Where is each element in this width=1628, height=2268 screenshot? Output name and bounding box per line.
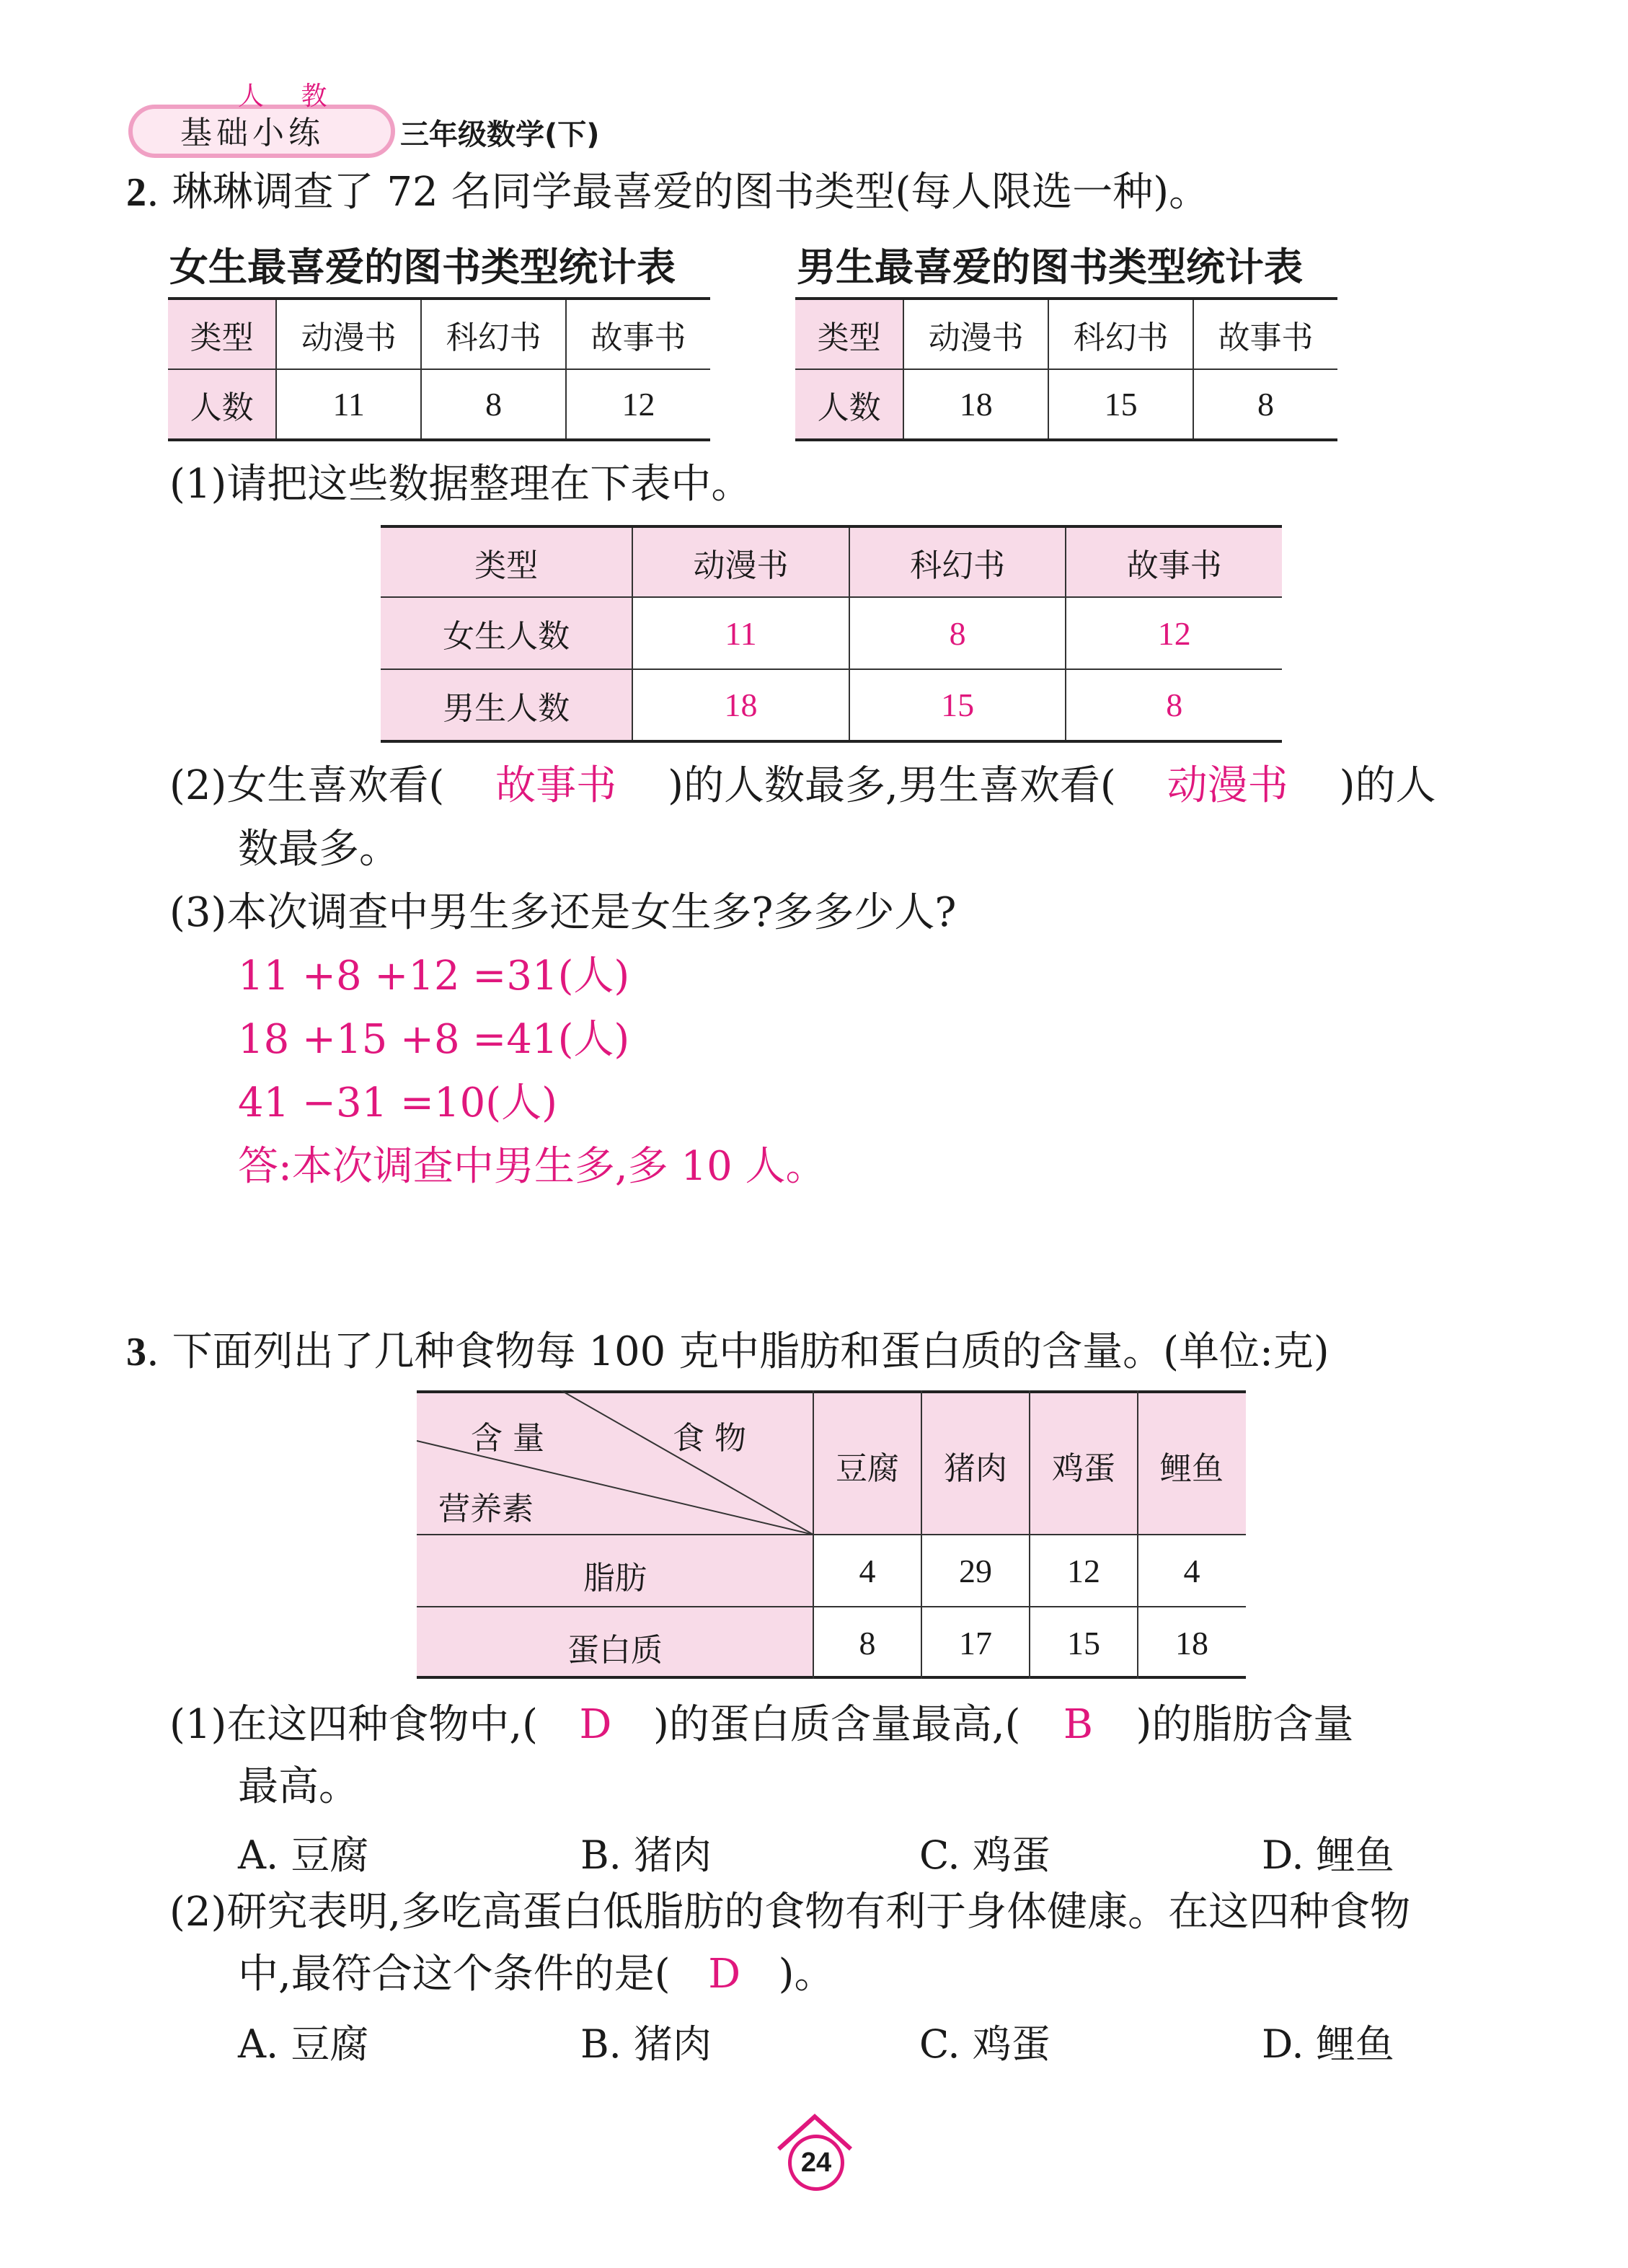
- q2-part2-line1: [169, 763, 1436, 809]
- q2-answer-line: 41 −31 =10(人): [238, 1080, 557, 1126]
- q3-part2-text: 中,最符合这个条件的是(: [238, 1951, 671, 1998]
- q2-part2-text: (2)女生喜欢看(: [169, 762, 445, 809]
- combined-table-row-label: 女生人数: [381, 597, 632, 669]
- answer-cell: 12: [1066, 597, 1282, 669]
- food-header: 鲤鱼: [1160, 1450, 1224, 1487]
- q2-part3: (3)本次调查中男生多还是女生多?多多少人?: [169, 889, 957, 936]
- answer-blank: 动漫书: [1167, 762, 1288, 809]
- answer-cell: 15: [849, 669, 1066, 741]
- table-rule: [417, 1606, 1246, 1607]
- option-c: C. 鸡蛋: [919, 2021, 1050, 2067]
- answer-blank: D: [579, 1701, 612, 1748]
- girls-table-cell: 人数: [168, 369, 276, 440]
- q3-part1-line1: [169, 1702, 1353, 1748]
- combined-table-header: 科幻书: [849, 526, 1066, 597]
- food-header: 鸡蛋: [1052, 1450, 1115, 1487]
- boys-table-cell: 科幻书: [1048, 299, 1193, 369]
- q3-part1-text: (1)在这四种食物中,(: [169, 1701, 538, 1748]
- girls-table-cell: 8: [421, 369, 566, 440]
- q3-part1-line2: 最高。: [238, 1763, 359, 1810]
- combined-table-header: 类型: [381, 526, 632, 597]
- q2-number: 2: [126, 170, 146, 215]
- answer-cell: 18: [632, 669, 849, 741]
- protein-value: 17: [959, 1625, 992, 1662]
- page-number: 24: [788, 2135, 844, 2191]
- option-d: D. 鲤鱼: [1262, 1832, 1394, 1878]
- girls-table-cell: 故事书: [566, 299, 710, 369]
- combined-table-header: 故事书: [1066, 526, 1282, 597]
- option-a: A. 豆腐: [238, 2021, 369, 2067]
- option-b: B. 猪肉: [580, 1832, 712, 1878]
- option-c: C. 鸡蛋: [919, 1832, 1050, 1878]
- corner-nutrient-label: 营养素: [438, 1491, 534, 1527]
- series-top-label: 人 教: [238, 81, 342, 111]
- girls-table: [168, 297, 710, 441]
- option-a: A. 豆腐: [238, 1832, 369, 1878]
- girls-table-cell: 11: [276, 369, 421, 440]
- table-rule: [417, 1676, 1246, 1679]
- girls-table-cell: 动漫书: [276, 299, 421, 369]
- boys-table-cell: 18: [903, 369, 1048, 440]
- q2-stem: [126, 169, 1209, 216]
- protein-value: 18: [1175, 1625, 1208, 1662]
- food-header: 豆腐: [836, 1450, 899, 1487]
- boys-table-cell: 人数: [795, 369, 903, 440]
- q2-answer-line: 11 +8 +12 =31(人): [238, 953, 630, 1000]
- combined-table-header: 动漫书: [632, 526, 849, 597]
- q3-number: 3: [126, 1330, 146, 1375]
- fat-value: 12: [1067, 1553, 1100, 1589]
- girls-table-cell: 12: [566, 369, 710, 440]
- q3-part1-text: )的脂肪含量: [1136, 1701, 1354, 1748]
- q3-part2-text: )。: [778, 1951, 835, 1998]
- corner-amount-label: 含 量: [471, 1420, 544, 1457]
- combined-table: [381, 525, 1282, 743]
- q3-part2-line2: [238, 1951, 835, 1998]
- girls-table-title: 女生最喜爱的图书类型统计表: [169, 244, 676, 290]
- boys-table-cell: 15: [1048, 369, 1193, 440]
- boys-table-title: 男生最喜爱的图书类型统计表: [797, 244, 1303, 290]
- protein-value: 8: [859, 1625, 876, 1662]
- nutrition-table: [417, 1390, 1246, 1679]
- q3-stem: [126, 1329, 1330, 1375]
- option-b: B. 猪肉: [580, 2021, 712, 2067]
- q3-text: . 下面列出了几种食物每 100 克中脂肪和蛋白质的含量。(单位:克): [146, 1328, 1330, 1375]
- combined-table-row-label: 男生人数: [381, 669, 632, 741]
- boys-table-cell: 类型: [795, 299, 903, 369]
- fat-label: 脂肪: [583, 1560, 647, 1597]
- answer-blank: D: [708, 1951, 741, 1998]
- answer-blank: B: [1063, 1701, 1094, 1748]
- fat-value: 4: [859, 1553, 876, 1589]
- boys-table-cell: 故事书: [1193, 299, 1337, 369]
- answer-cell: 8: [849, 597, 1066, 669]
- q2-part1: (1)请把这些数据整理在下表中。: [169, 461, 752, 508]
- protein-value: 15: [1067, 1625, 1100, 1662]
- girls-table-cell: 类型: [168, 299, 276, 369]
- answer-cell: 8: [1066, 669, 1282, 741]
- answer-blank: 故事书: [495, 762, 617, 809]
- corner-food-label: 食 物: [673, 1420, 746, 1457]
- boys-table-cell: 动漫书: [903, 299, 1048, 369]
- boys-table-cell: 8: [1193, 369, 1337, 440]
- q2-part2-text: )的人: [1339, 762, 1436, 809]
- food-header: 猪肉: [944, 1450, 1007, 1487]
- protein-label: 蛋白质: [567, 1632, 663, 1669]
- boys-table: [795, 297, 1337, 441]
- grade-label: 三年级数学(下): [400, 118, 600, 151]
- answer-cell: 11: [632, 597, 849, 669]
- series-label: 基础小练: [180, 115, 324, 151]
- q2-part2-text: )的人数最多,男生喜欢看(: [668, 762, 1116, 809]
- q3-part2-line1: (2)研究表明,多吃高蛋白低脂肪的食物有利于身体健康。在这四种食物: [169, 1889, 1411, 1936]
- fat-value: 4: [1183, 1553, 1200, 1589]
- q2-text: . 琳琳调查了 72 名同学最喜爱的图书类型(每人限选一种)。: [146, 169, 1210, 216]
- q2-part2-line2: 数最多。: [238, 826, 399, 873]
- q2-answer-line: 18 +15 +8 =41(人): [238, 1016, 630, 1063]
- girls-table-cell: 科幻书: [421, 299, 566, 369]
- option-d: D. 鲤鱼: [1262, 2021, 1394, 2067]
- q2-answer-line: 答:本次调查中男生多,多 10 人。: [238, 1143, 826, 1190]
- fat-value: 29: [959, 1553, 992, 1589]
- q3-part1-text: )的蛋白质含量最高,(: [652, 1701, 1021, 1748]
